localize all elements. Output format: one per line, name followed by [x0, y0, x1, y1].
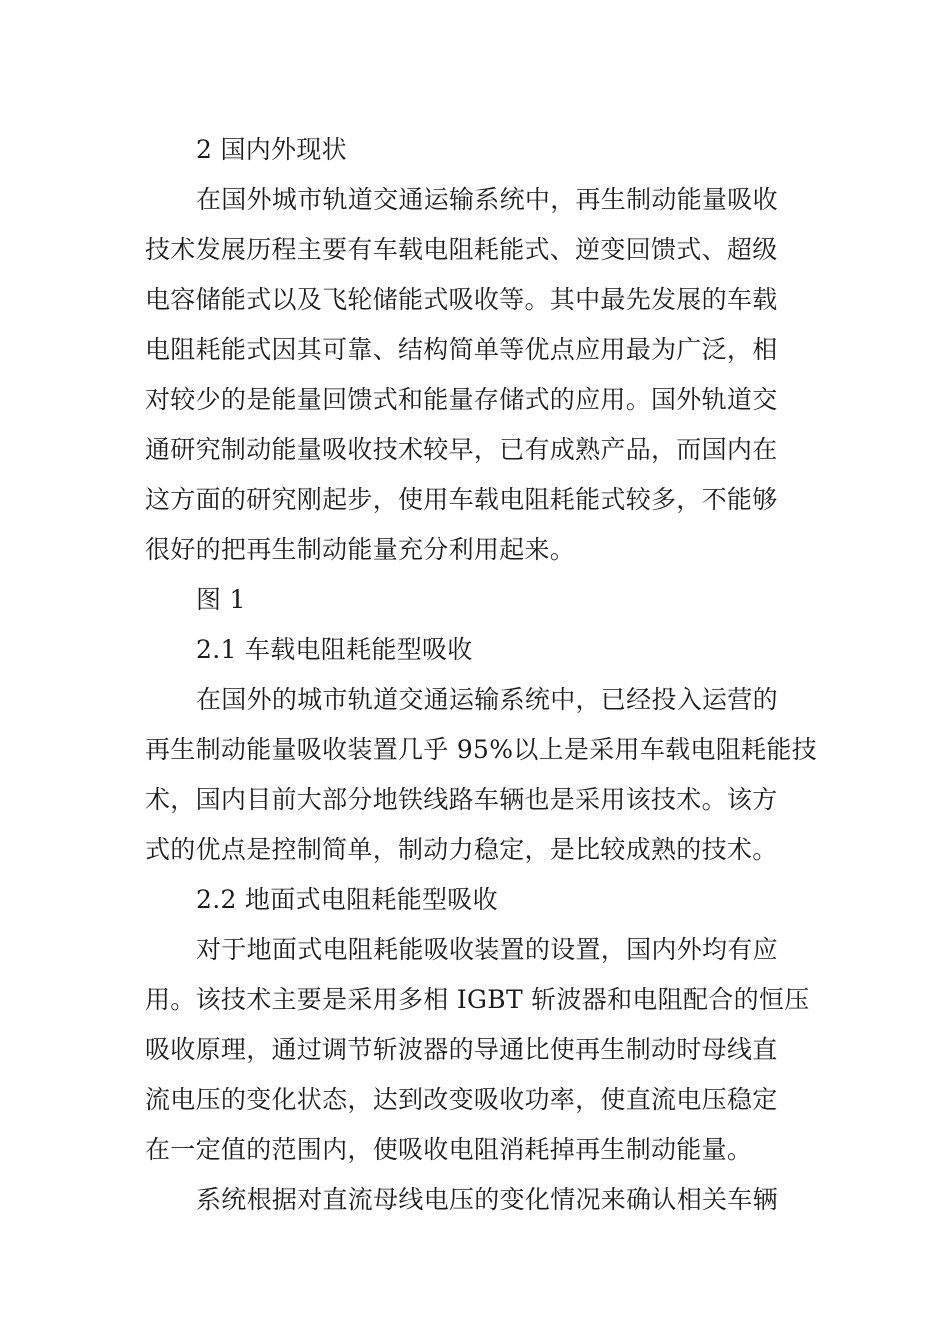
paragraph-line: 这方面的研究刚起步，使用车载电阻耗能式较多，不能够	[145, 485, 778, 514]
paragraph-line: 流电压的变化状态，达到改变吸收功率，使直流电压稳定	[145, 1085, 778, 1114]
paragraph-line: 在国外的城市轨道交通运输系统中，已经投入运营的	[196, 685, 778, 714]
paragraph-line: 吸收原理，通过调节斩波器的导通比使再生制动时母线直	[145, 1035, 778, 1064]
subsection-heading: 2.2 地面式电阻耗能型吸收	[196, 885, 498, 914]
paragraph-line: 系统根据对直流母线电压的变化情况来确认相关车辆	[196, 1185, 778, 1214]
paragraph-line: 在一定值的范围内，使吸收电阻消耗掉再生制动能量。	[145, 1135, 753, 1164]
paragraph-line: 电阻耗能式因其可靠、结构简单等优点应用最为广泛，相	[145, 335, 778, 364]
paragraph-line: 技术发展历程主要有车载电阻耗能式、逆变回馈式、超级	[145, 235, 778, 264]
section-heading: 2 国内外现状	[196, 135, 347, 164]
figure-label: 图 1	[196, 585, 246, 614]
paragraph-line: 在国外城市轨道交通运输系统中，再生制动能量吸收	[196, 185, 778, 214]
paragraph-line: 再生制动能量吸收装置几乎 95%以上是采用车载电阻耗能技	[145, 735, 817, 764]
paragraph-line: 对较少的是能量回馈式和能量存储式的应用。国外轨道交	[145, 385, 778, 414]
paragraph-line: 电容储能式以及飞轮储能式吸收等。其中最先发展的车载	[145, 285, 778, 314]
paragraph-line: 用。该技术主要是采用多相 IGBT 斩波器和电阻配合的恒压	[145, 985, 810, 1014]
paragraph-line: 通研究制动能量吸收技术较早，已有成熟产品，而国内在	[145, 435, 778, 464]
paragraph-line: 式的优点是控制简单，制动力稳定，是比较成熟的技术。	[145, 835, 778, 864]
paragraph-line: 对于地面式电阻耗能吸收装置的设置，国内外均有应	[196, 935, 778, 964]
paragraph-line: 术，国内目前大部分地铁线路车辆也是采用该技术。该方	[145, 785, 778, 814]
subsection-heading: 2.1 车载电阻耗能型吸收	[196, 635, 473, 664]
paragraph-line: 很好的把再生制动能量充分利用起来。	[145, 535, 576, 564]
